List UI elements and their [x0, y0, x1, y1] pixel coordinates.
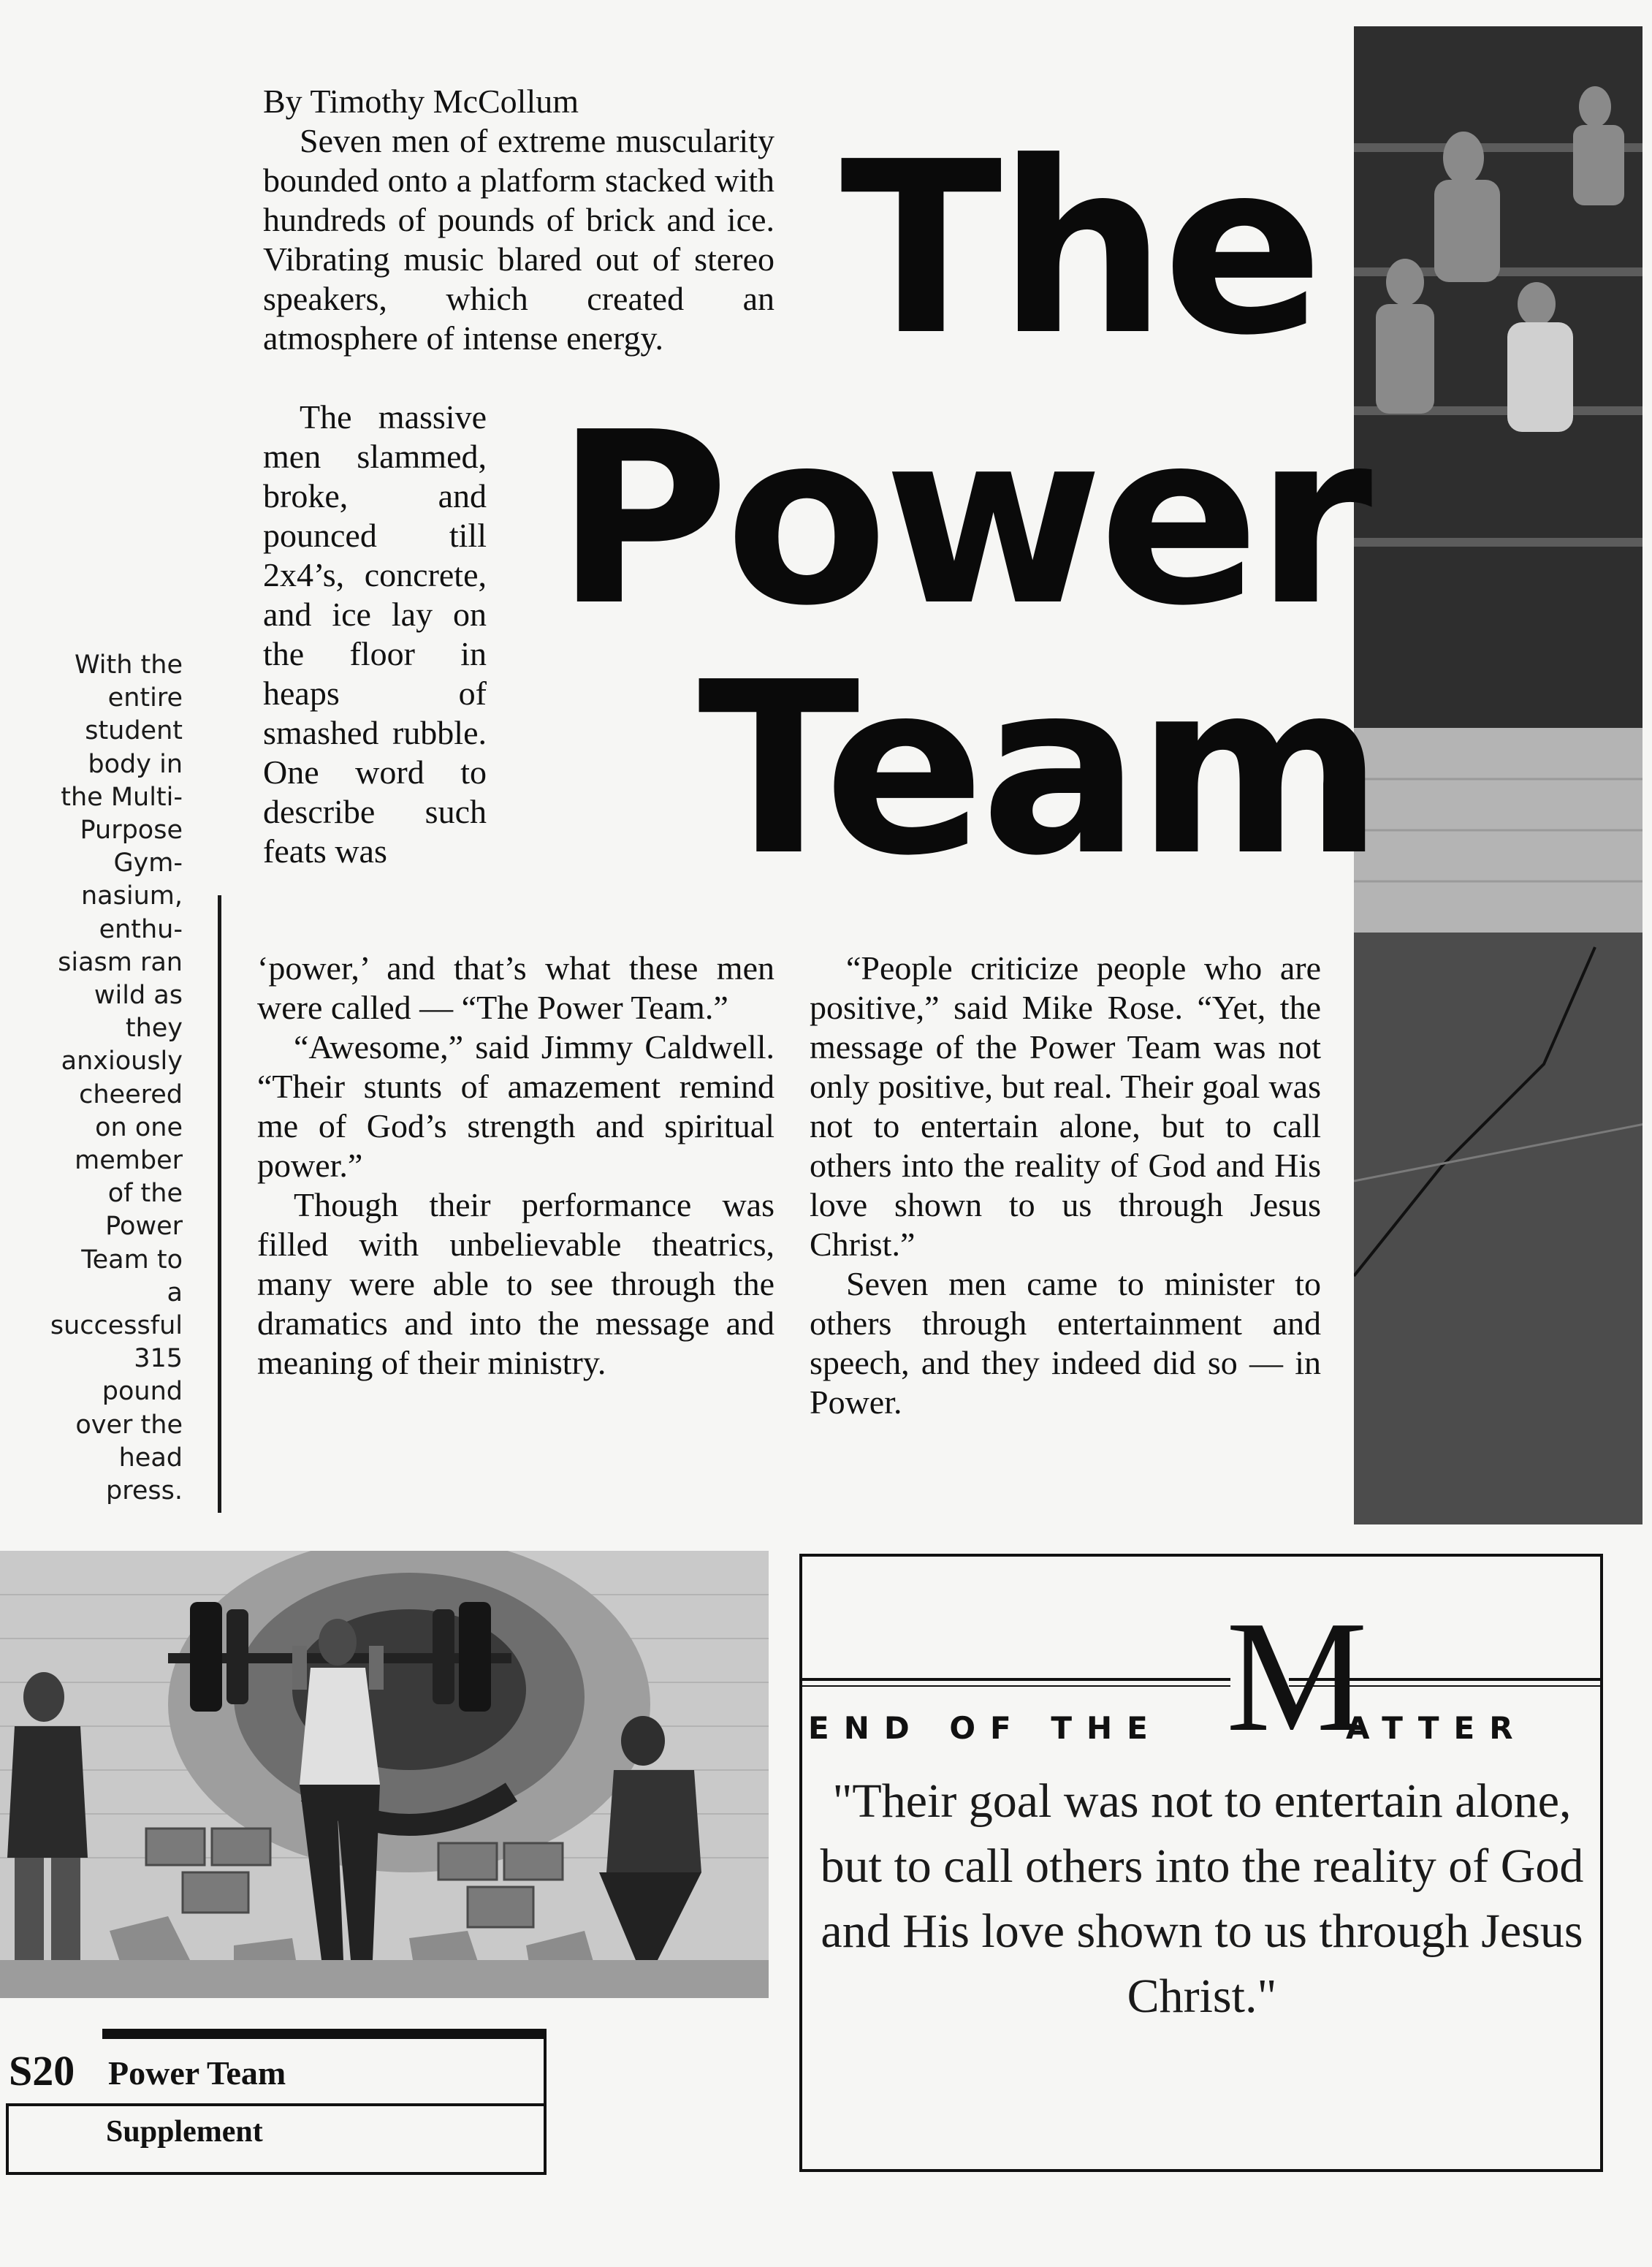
folio-border-right: [544, 2039, 547, 2175]
caption-line: Purpose: [80, 816, 183, 846]
paragraph-intro: Seven men of extreme muscularity bounded onto a platform stacked with hundreds of pounds of brick and ice. Vibrating music blared out of stereo speakers, which created an atmosphere of intense energy.: [263, 122, 774, 357]
article-title-line-1: The: [840, 110, 1320, 387]
caption-line: entire: [107, 683, 183, 713]
caption-line: Power: [105, 1212, 183, 1242]
folio-divider: [6, 2103, 547, 2106]
caption-line: press.: [106, 1476, 183, 1506]
article-title-line-3: Team: [698, 631, 1379, 908]
end-of-matter-label-left: END OF THE: [808, 1710, 1162, 1746]
caption-line: Gym-: [113, 848, 183, 878]
article-column-left-top: [263, 82, 774, 358]
caption-rule: [218, 895, 221, 1513]
caption-line: enthu-: [99, 914, 183, 944]
article-column-left-bottom: [257, 949, 774, 1383]
page-number: S20: [9, 2047, 75, 2095]
end-of-matter-rule: [799, 1678, 1230, 1681]
folio-top-bar: [102, 2029, 547, 2039]
caption-line: Team to: [81, 1245, 183, 1275]
caption-line: pound: [102, 1377, 183, 1407]
caption-line: head: [118, 1443, 183, 1473]
paragraph-massive-men: The massive men slammed, broke, and pounced till 2x4’s, concrete, and ice lay on the floor in heaps of smashed rubble. One word to describe such feats was: [263, 398, 487, 870]
pull-quote: "Their goal was not to entertain alone, but to call others into the reality of God and His love shown to us through Jesus Christ.": [820, 1774, 1584, 2023]
paragraph-mike-rose-quote: “People criticize people who are positive,” said Mike Rose. “Yet, the message of the Power Team was not only positive, but real. Their goal was not to entertain alone, but to call others into the reality of God and His love shown to us through Jesus Christ.”: [810, 949, 1321, 1263]
photo-caption: [44, 649, 183, 1508]
caption-line: member: [75, 1146, 183, 1176]
end-of-matter-label-right: ATTER: [1346, 1710, 1528, 1746]
caption-line: over the: [75, 1410, 183, 1440]
paragraph-theatrics: Though their performance was filled with unbelievable theatrics, many were able to see through the dramatics and into the message and meaning of their ministry.: [257, 1186, 774, 1381]
caption-line: of the: [107, 1179, 183, 1209]
caption-line: 315: [134, 1344, 183, 1374]
caption-line: With the: [74, 650, 183, 680]
byline: By Timothy McCollum: [263, 83, 579, 120]
caption-line: cheered: [79, 1079, 183, 1109]
caption-line: a: [167, 1277, 183, 1307]
main-photo-weightlifter: [0, 1551, 769, 1998]
paragraph-power-continued: ‘power,’ and that’s what these men were called — “The Power Team.”: [257, 949, 774, 1026]
caption-line: nasium,: [81, 881, 183, 911]
end-of-matter-rule: [799, 1685, 1230, 1687]
folio-subsection: Supplement: [106, 2115, 263, 2149]
folio-border-left: [6, 2106, 9, 2175]
caption-line: student: [85, 716, 183, 746]
article-title-line-2: Power: [555, 381, 1369, 658]
paragraph-awesome-quote: “Awesome,” said Jimmy Caldwell. “Their stunts of amazement remind me of God’s strength and spiritual power.”: [257, 1028, 774, 1184]
caption-line: wild as: [94, 981, 183, 1011]
caption-line: body in: [88, 749, 183, 779]
folio-border-bottom: [6, 2172, 547, 2175]
end-of-matter-initial: M: [1226, 1589, 1368, 1765]
side-photo-bleachers: [1354, 26, 1652, 1524]
article-column-right: [810, 949, 1321, 1422]
paragraph-conclusion: Seven men came to minister to others through entertainment and speech, and they indeed did so — in Power.: [810, 1265, 1321, 1421]
caption-line: siasm ran: [58, 947, 183, 977]
caption-line: they: [125, 1014, 183, 1044]
caption-line: the Multi-: [61, 782, 183, 812]
caption-line: successful: [50, 1311, 183, 1341]
article-column-narrow: [263, 398, 487, 871]
caption-line: on one: [95, 1112, 183, 1142]
folio-section-title: Power Team: [108, 2054, 286, 2092]
caption-line: anxiously: [61, 1047, 183, 1076]
